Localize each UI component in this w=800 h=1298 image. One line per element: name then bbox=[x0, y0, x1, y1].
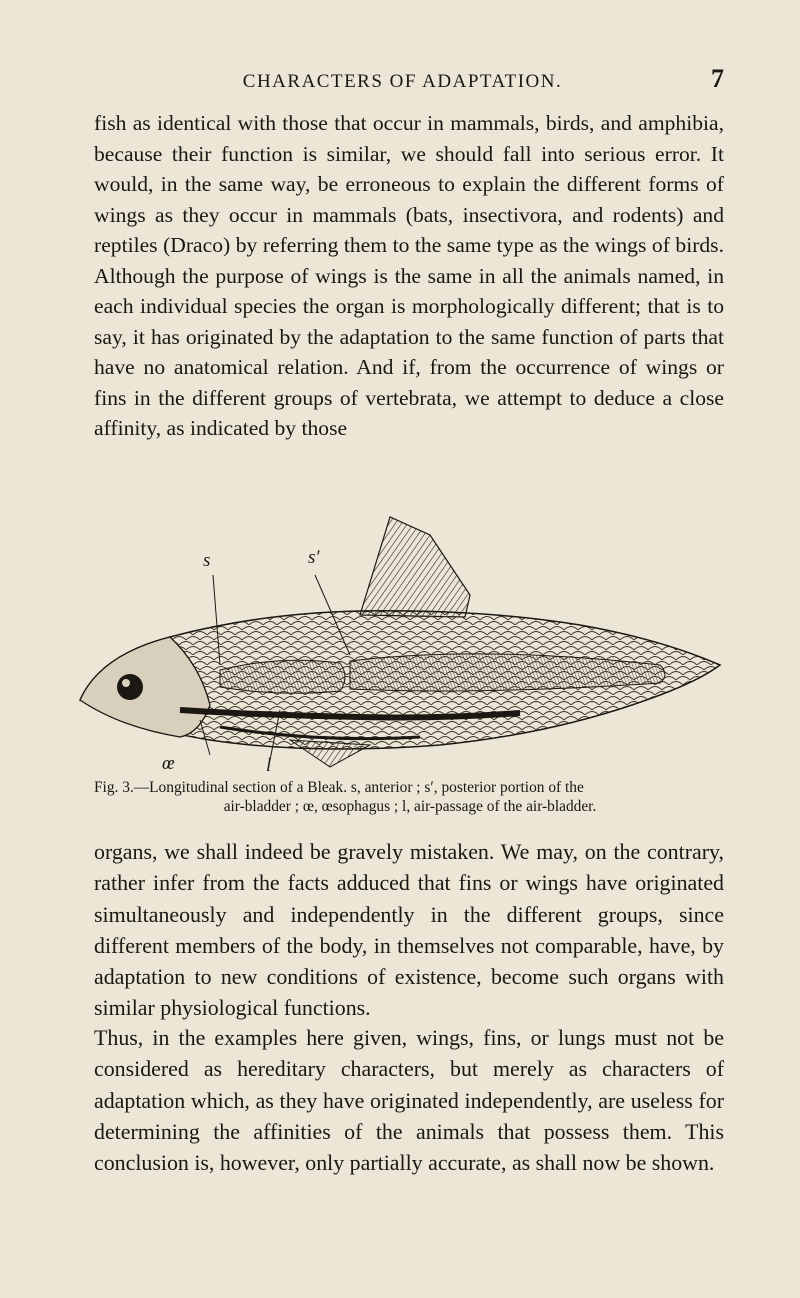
label-s-prime: s′ bbox=[308, 547, 320, 568]
label-s: s bbox=[203, 550, 211, 571]
running-head bbox=[94, 64, 724, 94]
caption-line-2: air-bladder ; œ, œsophagus ; l, air-passage of the air-bladder. bbox=[223, 798, 597, 815]
paragraph-2: organs, we shall indeed be gravely mistaken. We may, on the contrary, rather infer from the facts adduced that fins or wings have originated simultaneously and independently in the different groups, since different members of the body, in themselves not comparable, have, by adaptation to new conditions of existence, become such organs with similar physiological functions. bbox=[94, 839, 724, 1021]
figure-caption bbox=[94, 778, 726, 816]
paragraph-3: Thus, in the examples here given, wings, fins, or lungs must not be considered as hereditary characters, but merely as characters of adaptation which, as they have originated independently, are useless for determining the affinities of the animals that possess them. This conclusion is, however, only partially accurate, as shall now be shown. bbox=[94, 1025, 724, 1176]
label-oe: œ bbox=[162, 753, 175, 774]
paragraph-1: fish as identical with those that occur in mammals, birds, and amphibia, because their function is similar, we should fall into serious error. It would, in the same way, be erroneous to explain the different forms of wings as they occur in mammals (bats, insectivora, and rodents) and reptiles (Draco) by referring them to the same type as the wings of birds. Although the purpose of wings is the same in all the animals named, in each individual species the organ is morphologically different; that is to say, it has originated by the adaptation to the same function of parts that have no anatomical relation. And if, from the occurrence of wings or fins in the different groups of vertebrata, we attempt to deduce a close affinity, as indicated by those bbox=[94, 111, 724, 440]
dorsal-fin bbox=[360, 517, 470, 617]
running-title: CHARACTERS OF ADAPTATION. bbox=[242, 71, 563, 92]
pelvic-fin bbox=[290, 740, 370, 767]
fish-section-figure bbox=[60, 505, 730, 775]
page-number: 7 bbox=[711, 64, 724, 93]
label-l: l bbox=[266, 755, 272, 776]
fish-eye bbox=[117, 674, 143, 700]
caption-line-1: Fig. 3.—Longitudinal section of a Bleak. s, anterior ; s′, posterior portion of the bbox=[94, 779, 584, 796]
bleak-illustration bbox=[60, 505, 730, 775]
